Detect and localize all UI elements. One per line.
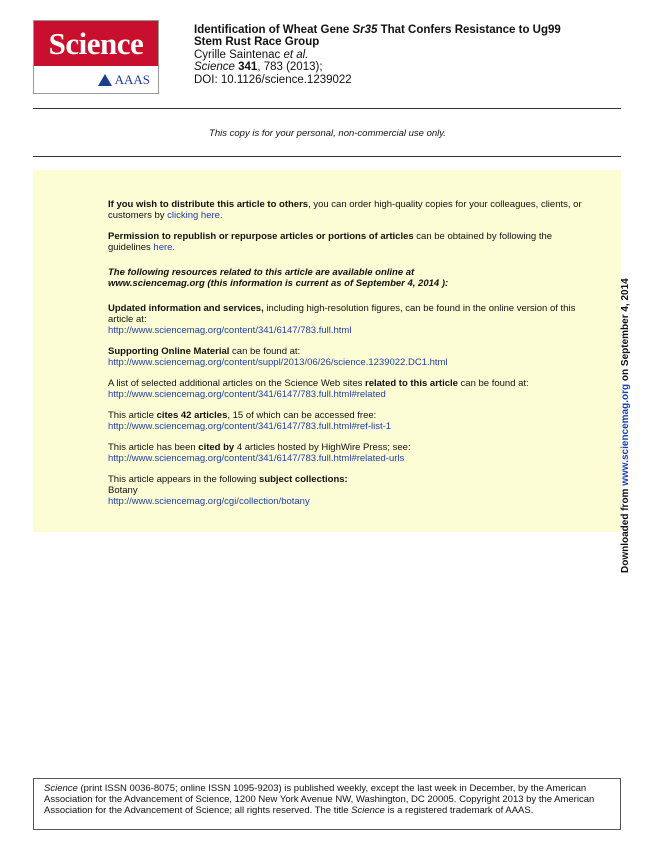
cites-info: This article cites 42 articles, 15 of which can be accessed free: http://www.sciencemag.org/content/341/6147/783.full.html#ref-list-1 (108, 410, 392, 432)
permission-guidelines-link[interactable]: here. (153, 242, 176, 253)
publication-footer: Science (print ISSN 0036-8075; online ISSN 1095-9203) is published weekly, except the last week in December, by the American Association for the Advancement of Science, 1200 New York Avenue NW, Washington, DC 20005. Copyright 2013 by the American Association for the Advancement of Science; all rights reserved. The title Science is a registered trademark of AAAS. (33, 778, 621, 830)
subject-name: Botany (108, 485, 138, 496)
related-articles-info: A list of selected additional articles on the Science Web sites related to this article can be found at: http://www.sciencemag.org/content/341/6147/783.full.html#related (108, 378, 529, 400)
order-copies-link[interactable]: clicking here. (167, 210, 223, 221)
aaas-wordmark: AAAS (114, 72, 150, 87)
references-link[interactable]: http://www.sciencemag.org/content/341/6147/783.full.html#ref-list-1 (108, 421, 392, 432)
divider-top (33, 108, 621, 109)
article-citation (194, 24, 624, 86)
resources-heading: The following resources related to this article are available online at www.sciencemag.org (this information is current as of September 4, 2014 ): (108, 267, 449, 289)
gene-name: Sr35 (352, 24, 378, 36)
personal-use-note: This copy is for your personal, non-commercial use only. (209, 128, 446, 139)
sciencemag-link[interactable]: www.sciencemag.org (620, 383, 631, 486)
permission-info: Permission to republish or repurpose articles or portions of articles can be obtained by following the guidelines here. (108, 231, 553, 253)
supporting-material-info: Supporting Online Material can be found at: http://www.sciencemag.org/content/suppl/2013/06/26/science.1239022.DC1.html (108, 346, 448, 368)
aaas-triangle-icon (98, 74, 112, 86)
article-authors: Cyrille Saintenac et al. (194, 48, 309, 61)
subject-collections-info: This article appears in the following subject collections: Botany http://www.sciencemag.org/cgi/collection/botany (108, 474, 348, 507)
science-logo (33, 20, 159, 94)
article-title: Identification of Wheat Gene Sr35 That Confers Resistance to Ug99 Stem Rust Race Group (194, 24, 561, 49)
cited-by-link[interactable]: http://www.sciencemag.org/content/341/6147/783.full.html#related-urls (108, 453, 405, 464)
full-text-link[interactable]: http://www.sciencemag.org/content/341/6147/783.full.html (108, 325, 352, 336)
article-doi: DOI: 10.1126/science.1239022 (194, 73, 352, 86)
download-stamp: Downloaded from www.sciencemag.org on September 4, 2014 (620, 278, 631, 573)
journal-reference: Science 341, 783 (2013); (194, 61, 323, 74)
updated-info: Updated information and services, including high-resolution figures, can be found in the online version of this article at: http://www.sciencemag.org/content/341/6147/783.full.html (108, 303, 576, 336)
supporting-material-link[interactable]: http://www.sciencemag.org/content/suppl/2013/06/26/science.1239022.DC1.html (108, 357, 448, 368)
aaas-logo (34, 66, 158, 94)
cited-by-info: This article has been cited by 4 articles hosted by HighWire Press; see: http://www.sciencemag.org/content/341/6147/783.full.html#related-urls (108, 442, 411, 464)
subject-collection-link[interactable]: http://www.sciencemag.org/cgi/collection/botany (108, 496, 310, 507)
distribute-info: If you wish to distribute this article to others, you can order high-quality copies for your colleagues, clients, or customers by clicking here. (108, 199, 582, 221)
science-wordmark: Science (34, 21, 158, 66)
article-resources (108, 199, 588, 517)
related-articles-link[interactable]: http://www.sciencemag.org/content/341/6147/783.full.html#related (108, 389, 386, 400)
divider-bottom (33, 156, 621, 157)
